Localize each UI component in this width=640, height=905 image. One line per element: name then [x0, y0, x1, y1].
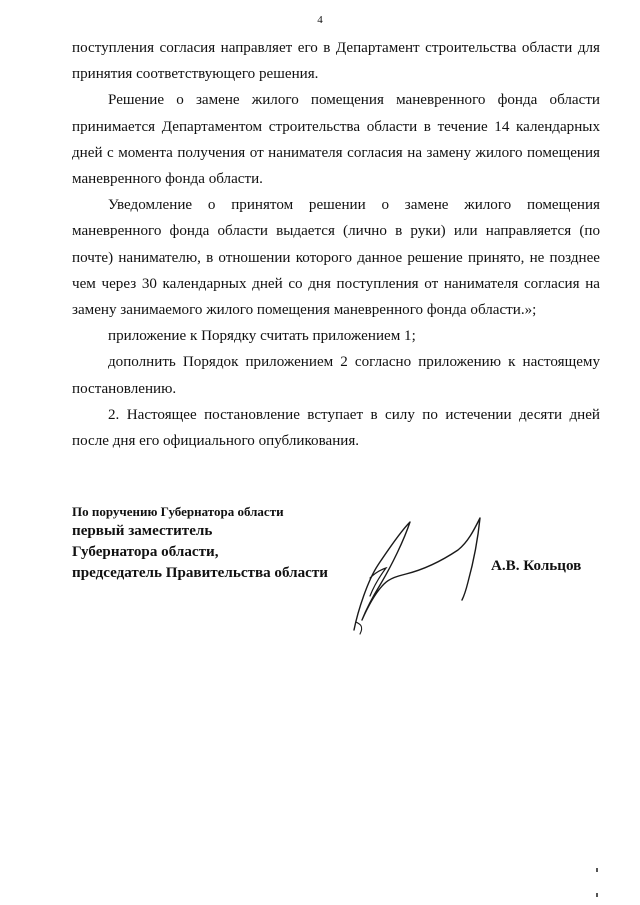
signature-position-line-1: первый заместитель [72, 523, 213, 539]
document-body [72, 35, 600, 454]
paragraph-appendix-add: дополнить Порядок приложением 2 согласно приложению к настоящему постановлению. [72, 354, 600, 397]
paragraph-decision-timeline: Решение о замене жилого помещения маневренного фонда области принимается Департаментом строительства области в течение 14 календарных дней с момента получения от нанимателя согласия на замену жилого помещения маневренного фонда области. [72, 92, 600, 188]
margin-mark [596, 868, 598, 872]
page-number: 4 [317, 14, 323, 26]
signature-position-line-3: председатель Правительства области [72, 565, 328, 581]
paragraph-notification: Уведомление о принятом решении о замене жилого помещения маневренного фонда области выдается (лично в руки) или направляется (по почте) нанимателю, в отношении которого данное решение принято, не позднее чем через 30 календарных дней со дня поступления от нанимателя согласия на замену занимаемого жилого помещения маневренного фонда области.»; [72, 197, 600, 319]
paragraph-appendix-rename: приложение к Порядку считать приложением 1; [108, 328, 416, 345]
paragraph-continuation: поступления согласия направляет его в Департамент строительства области для принятия соответствующего решения. [72, 40, 600, 83]
signer-name: А.В. Кольцов [491, 558, 582, 574]
margin-mark [596, 893, 598, 897]
paragraph-effective-date: 2. Настоящее постановление вступает в силу по истечении десяти дней после дня его официального опубликования. [72, 406, 600, 450]
signature-position-line-2: Губернатора области, [72, 544, 219, 560]
signature-block [72, 503, 328, 584]
signature-on-behalf: По поручению Губернатора области [72, 504, 284, 519]
handwritten-signature [340, 510, 500, 640]
